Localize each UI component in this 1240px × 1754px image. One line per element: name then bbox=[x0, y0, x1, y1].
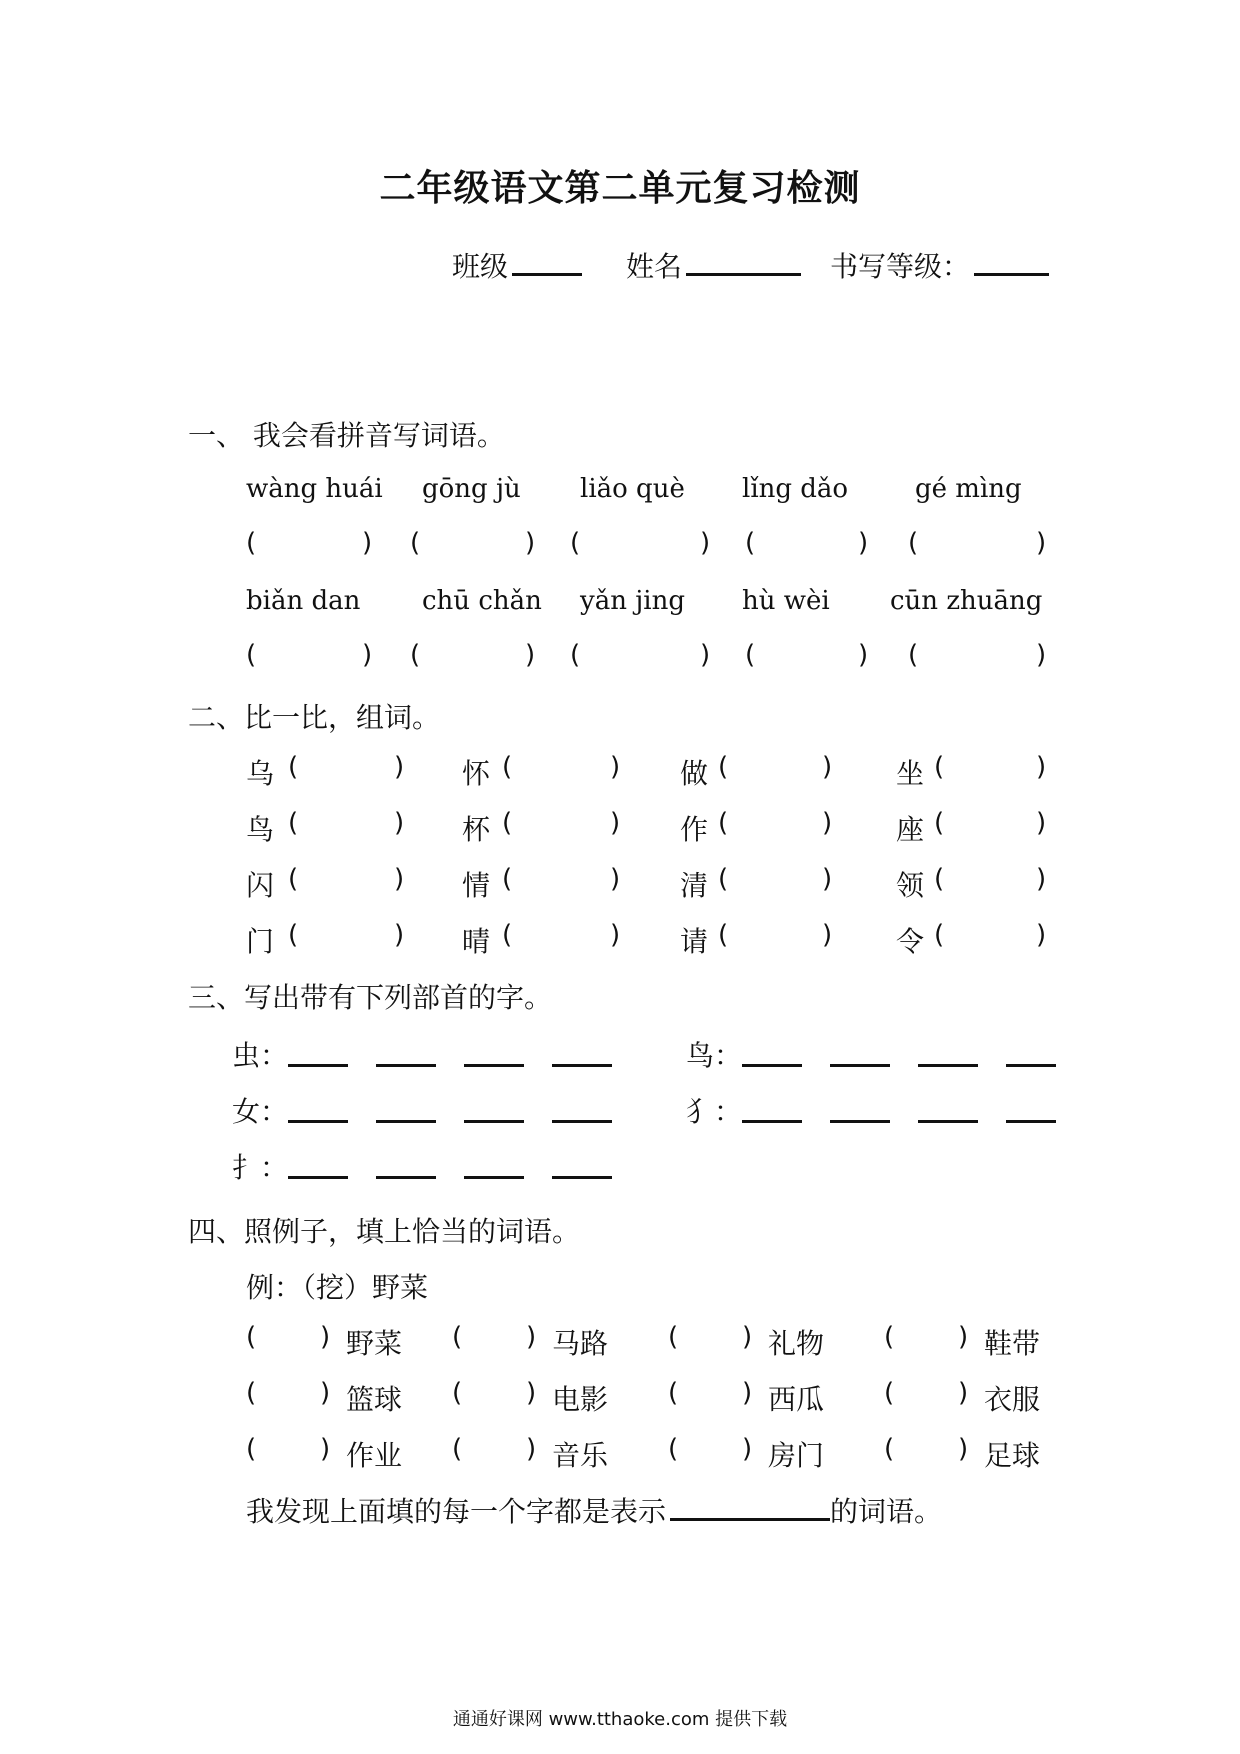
fill-word: 房门 bbox=[768, 1439, 825, 1472]
fill-word: 篮球 bbox=[346, 1383, 403, 1416]
section4-heading: 四、照例子，填上恰当的词语。 bbox=[188, 1215, 581, 1248]
answer-blank[interactable] bbox=[552, 1120, 612, 1123]
radical-label: 鸟： bbox=[686, 1039, 743, 1072]
grade-label: 书写等级： bbox=[830, 250, 971, 283]
pinyin-item: liǎo què bbox=[580, 474, 685, 504]
answer-blank[interactable] bbox=[918, 1064, 978, 1067]
answer-blank[interactable] bbox=[464, 1064, 524, 1067]
class-blank[interactable] bbox=[512, 247, 582, 276]
conclusion-suffix: 的词语。 bbox=[830, 1495, 943, 1528]
pinyin-item: lǐng dǎo bbox=[742, 474, 849, 504]
example-line: 例：（挖）野菜 bbox=[246, 1271, 429, 1304]
compare-char: 作 bbox=[680, 813, 709, 846]
grade-blank[interactable] bbox=[974, 247, 1049, 276]
pinyin-item: yǎn jing bbox=[580, 586, 685, 616]
pinyin-item: cūn zhuāng bbox=[890, 586, 1043, 616]
answer-blank[interactable] bbox=[918, 1120, 978, 1123]
fill-word: 马路 bbox=[552, 1327, 609, 1360]
fill-word: 野菜 bbox=[346, 1327, 403, 1360]
answer-blank[interactable] bbox=[376, 1176, 436, 1179]
compare-char: 请 bbox=[680, 925, 709, 958]
class-field bbox=[452, 245, 582, 285]
radical-label: 虫： bbox=[232, 1039, 289, 1072]
name-field bbox=[626, 245, 801, 285]
compare-char: 门 bbox=[246, 925, 275, 958]
fill-word: 作业 bbox=[346, 1439, 403, 1472]
footer-note: 通通好课网 www.tthaoke.com 提供下载 bbox=[452, 1709, 788, 1730]
fill-word: 西瓜 bbox=[768, 1383, 825, 1416]
compare-char: 领 bbox=[896, 869, 925, 902]
compare-char: 情 bbox=[462, 869, 491, 902]
pinyin-item: wàng huái bbox=[246, 474, 383, 504]
answer-blank[interactable] bbox=[464, 1176, 524, 1179]
answer-blank[interactable] bbox=[288, 1064, 348, 1067]
answer-blank[interactable] bbox=[288, 1120, 348, 1123]
answer-blank[interactable] bbox=[288, 1176, 348, 1179]
name-blank[interactable] bbox=[686, 247, 801, 276]
name-label: 姓名 bbox=[626, 250, 683, 283]
answer-blank[interactable] bbox=[830, 1120, 890, 1123]
answer-blank[interactable] bbox=[742, 1120, 802, 1123]
compare-char: 令 bbox=[896, 925, 925, 958]
compare-char: 清 bbox=[680, 869, 709, 902]
answer-blank[interactable] bbox=[376, 1064, 436, 1067]
fill-word: 礼物 bbox=[768, 1327, 825, 1360]
fill-word: 电影 bbox=[552, 1383, 609, 1416]
answer-blank[interactable] bbox=[1006, 1064, 1056, 1067]
compare-char: 做 bbox=[680, 757, 709, 790]
fill-word: 鞋带 bbox=[984, 1327, 1041, 1360]
pinyin-item: hù wèi bbox=[742, 586, 830, 616]
answer-blank[interactable] bbox=[1006, 1120, 1056, 1123]
radical-label: 犭： bbox=[686, 1095, 743, 1128]
answer-blank[interactable] bbox=[552, 1064, 612, 1067]
pinyin-item: gé mìng bbox=[915, 474, 1022, 504]
compare-char: 杯 bbox=[462, 813, 491, 846]
conclusion-prefix: 我发现上面填的每一个字都是表示 bbox=[246, 1495, 667, 1528]
answer-blank[interactable] bbox=[552, 1176, 612, 1179]
radical-label: 女： bbox=[232, 1095, 289, 1128]
compare-char: 乌 bbox=[246, 757, 275, 790]
compare-char: 座 bbox=[896, 813, 925, 846]
pinyin-item: gōng jù bbox=[422, 474, 521, 504]
answer-blank[interactable] bbox=[376, 1120, 436, 1123]
compare-char: 晴 bbox=[462, 925, 491, 958]
pinyin-item: chū chǎn bbox=[422, 586, 542, 616]
answer-blank[interactable] bbox=[464, 1120, 524, 1123]
fill-word: 衣服 bbox=[984, 1383, 1041, 1416]
compare-char: 坐 bbox=[896, 757, 925, 790]
page-title: 二年级语文第二单元复习检测 bbox=[379, 168, 861, 209]
compare-char: 鸟 bbox=[246, 813, 275, 846]
conclusion-line bbox=[246, 1490, 942, 1530]
section3-heading: 三、写出带有下列部首的字。 bbox=[188, 981, 553, 1014]
compare-char: 怀 bbox=[462, 757, 491, 790]
class-label: 班级 bbox=[452, 250, 509, 283]
answer-blank[interactable] bbox=[742, 1064, 802, 1067]
compare-char: 闪 bbox=[246, 869, 275, 902]
fill-word: 音乐 bbox=[552, 1439, 609, 1472]
section1-heading: 一、 我会看拼音写词语。 bbox=[188, 419, 505, 452]
fill-word: 足球 bbox=[984, 1439, 1041, 1472]
radical-label: 扌： bbox=[232, 1151, 289, 1184]
conclusion-blank[interactable] bbox=[670, 1494, 830, 1521]
grade-field bbox=[830, 245, 1049, 285]
pinyin-item: biǎn dan bbox=[246, 586, 361, 616]
answer-blank[interactable] bbox=[830, 1064, 890, 1067]
section2-heading: 二、比一比，组词。 bbox=[188, 701, 441, 734]
